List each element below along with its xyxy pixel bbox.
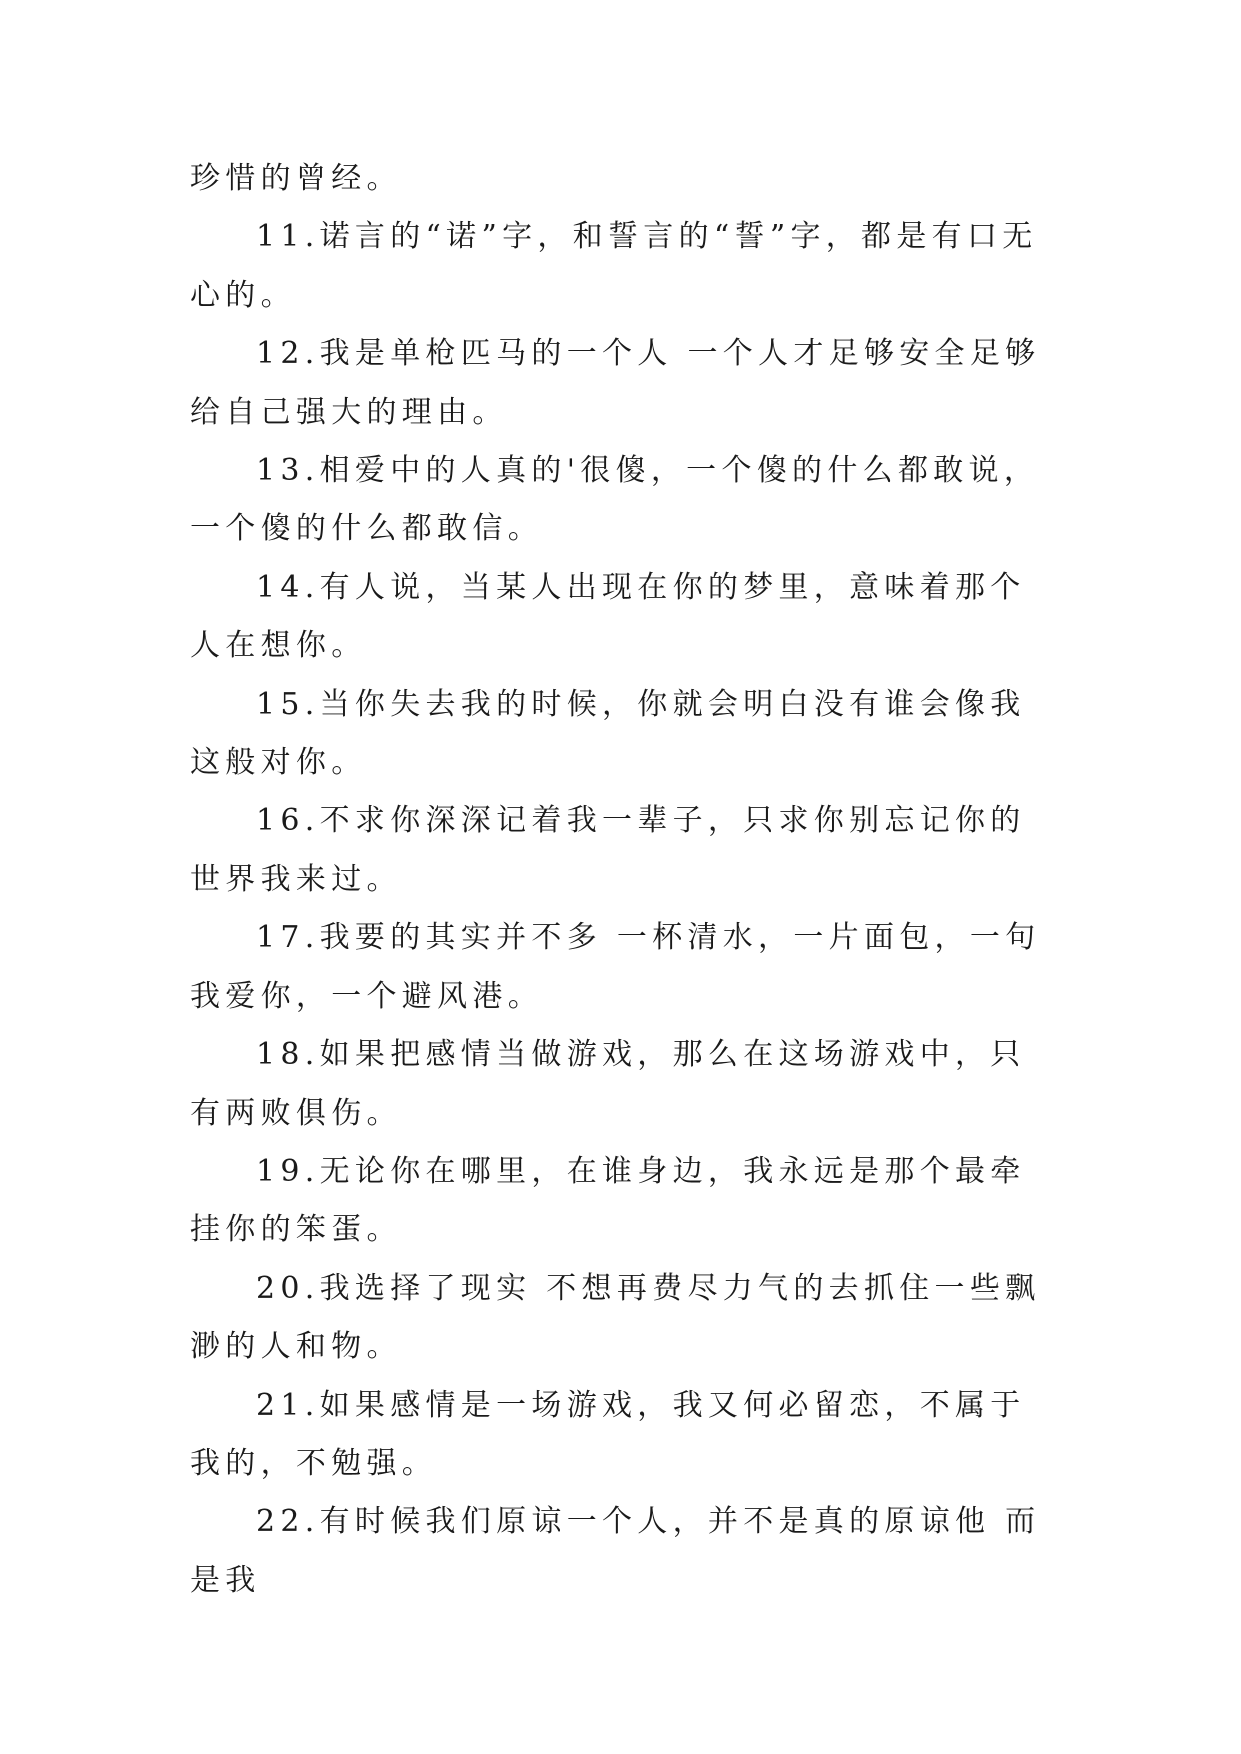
paragraph-quote-16: 16.不求你深深记着我一辈子，只求你别忘记你的世界我来过。 (190, 803, 1026, 897)
paragraph-quote-20: 20.我选择了现实 不想再费尽力气的去抓住一些飘渺的人和物。 (190, 1270, 1041, 1365)
paragraph-quote-12: 12.我是单枪匹马的一个人 一个人才足够安全足够给自己强大的理由。 (190, 336, 1041, 430)
document-body (190, 150, 1052, 1610)
paragraph-quote-18: 18.如果把感情当做游戏，那么在这场游戏中，只有两败俱伤。 (190, 1037, 1026, 1131)
paragraph-quote-14: 14.有人说，当某人出现在你的梦里，意味着那个人在想你。 (190, 569, 1026, 664)
paragraph-quote-13: 13.相爱中的人真的'很傻，一个傻的什么都敢说，一个傻的什么都敢信。 (190, 453, 1040, 547)
paragraph-quote-11: 11.诺言的“诺”字，和誓言的“誓”字，都是有口无心的。 (190, 219, 1038, 313)
paragraph-quote-15: 15.当你失去我的时候，你就会明白没有谁会像我这般对你。 (190, 686, 1026, 781)
paragraph-quote-17: 17.我要的其实并不多 一杯清水，一片面包，一句我爱你，一个避风港。 (190, 920, 1041, 1014)
paragraph-continuation: 珍惜的曾经。 (190, 161, 402, 196)
paragraph-quote-19: 19.无论你在哪里，在谁身边，我永远是那个最牵挂你的笨蛋。 (190, 1153, 1026, 1248)
paragraph-quote-22: 22.有时候我们原谅一个人，并不是真的原谅他 而是我 (190, 1504, 1041, 1598)
paragraph-quote-21: 21.如果感情是一场游戏，我又何必留恋，不属于我的，不勉强。 (190, 1387, 1026, 1481)
